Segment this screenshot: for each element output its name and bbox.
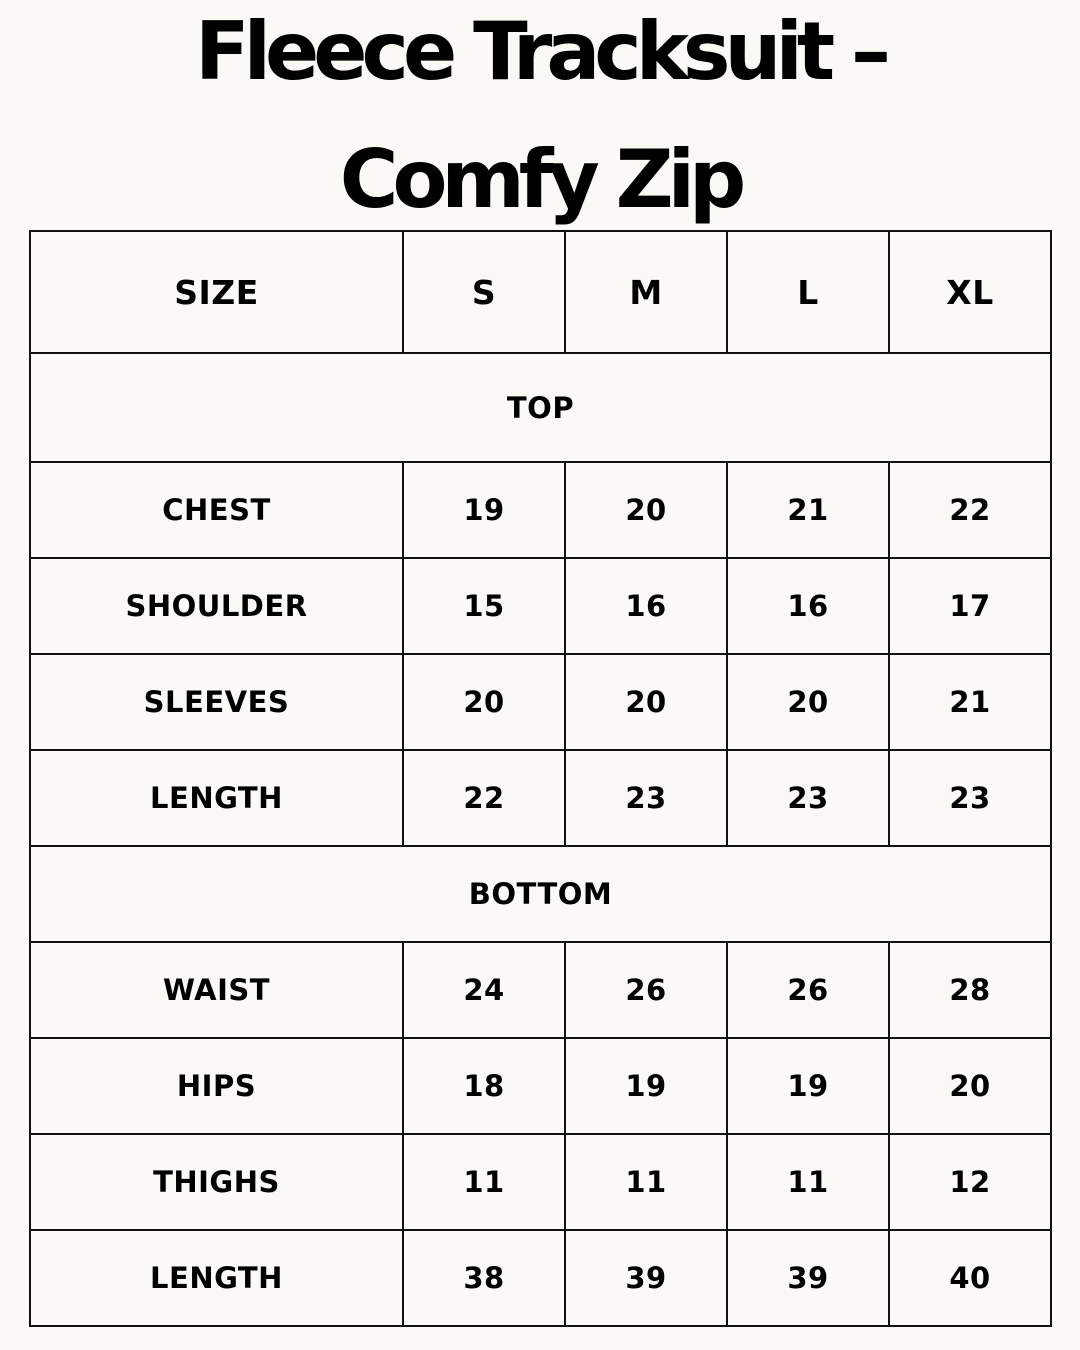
size-chart-table bbox=[29, 230, 1052, 1327]
table-cell: 11 bbox=[403, 1134, 565, 1230]
header-cell-m: M bbox=[565, 231, 727, 353]
table-cell: 40 bbox=[889, 1230, 1051, 1326]
section-label: BOTTOM bbox=[30, 846, 1051, 942]
table-cell: 23 bbox=[565, 750, 727, 846]
row-label: CHEST bbox=[30, 462, 403, 558]
table-cell: 12 bbox=[889, 1134, 1051, 1230]
table-cell: 39 bbox=[565, 1230, 727, 1326]
header-row bbox=[30, 231, 1051, 353]
table-cell: 20 bbox=[565, 462, 727, 558]
section-label: TOP bbox=[30, 353, 1051, 462]
table-cell: 39 bbox=[727, 1230, 889, 1326]
table-cell: 22 bbox=[403, 750, 565, 846]
table-cell: 26 bbox=[727, 942, 889, 1038]
table-cell: 21 bbox=[889, 654, 1051, 750]
table-cell: 22 bbox=[889, 462, 1051, 558]
page-title-line-1: Fleece Tracksuit – bbox=[194, 5, 886, 98]
table-row bbox=[30, 942, 1051, 1038]
table-cell: 16 bbox=[727, 558, 889, 654]
table-row bbox=[30, 462, 1051, 558]
row-label: SLEEVES bbox=[30, 654, 403, 750]
table-row bbox=[30, 750, 1051, 846]
table-cell: 15 bbox=[403, 558, 565, 654]
page-title-line-2: Comfy Zip bbox=[339, 133, 741, 226]
table-cell: 24 bbox=[403, 942, 565, 1038]
table-row bbox=[30, 654, 1051, 750]
header-cell-l: L bbox=[727, 231, 889, 353]
row-label: LENGTH bbox=[30, 750, 403, 846]
table-cell: 28 bbox=[889, 942, 1051, 1038]
section-row-bottom bbox=[30, 846, 1051, 942]
row-label: HIPS bbox=[30, 1038, 403, 1134]
table-cell: 38 bbox=[403, 1230, 565, 1326]
table-row bbox=[30, 558, 1051, 654]
row-label: WAIST bbox=[30, 942, 403, 1038]
table-row bbox=[30, 1134, 1051, 1230]
table-cell: 20 bbox=[565, 654, 727, 750]
table-cell: 17 bbox=[889, 558, 1051, 654]
table-cell: 20 bbox=[889, 1038, 1051, 1134]
header-cell-xl: XL bbox=[889, 231, 1051, 353]
table-cell: 23 bbox=[889, 750, 1051, 846]
header-cell-size: SIZE bbox=[30, 231, 403, 353]
table-cell: 21 bbox=[727, 462, 889, 558]
table-cell: 11 bbox=[565, 1134, 727, 1230]
header-cell-s: S bbox=[403, 231, 565, 353]
table-row bbox=[30, 1230, 1051, 1326]
row-label: SHOULDER bbox=[30, 558, 403, 654]
table-cell: 23 bbox=[727, 750, 889, 846]
table-cell: 20 bbox=[403, 654, 565, 750]
table-cell: 19 bbox=[727, 1038, 889, 1134]
table-cell: 19 bbox=[403, 462, 565, 558]
table-cell: 16 bbox=[565, 558, 727, 654]
section-row-top bbox=[30, 353, 1051, 462]
table-row bbox=[30, 1038, 1051, 1134]
table-cell: 19 bbox=[565, 1038, 727, 1134]
table-cell: 18 bbox=[403, 1038, 565, 1134]
table-cell: 26 bbox=[565, 942, 727, 1038]
row-label: THIGHS bbox=[30, 1134, 403, 1230]
table-cell: 11 bbox=[727, 1134, 889, 1230]
row-label: LENGTH bbox=[30, 1230, 403, 1326]
table-cell: 20 bbox=[727, 654, 889, 750]
